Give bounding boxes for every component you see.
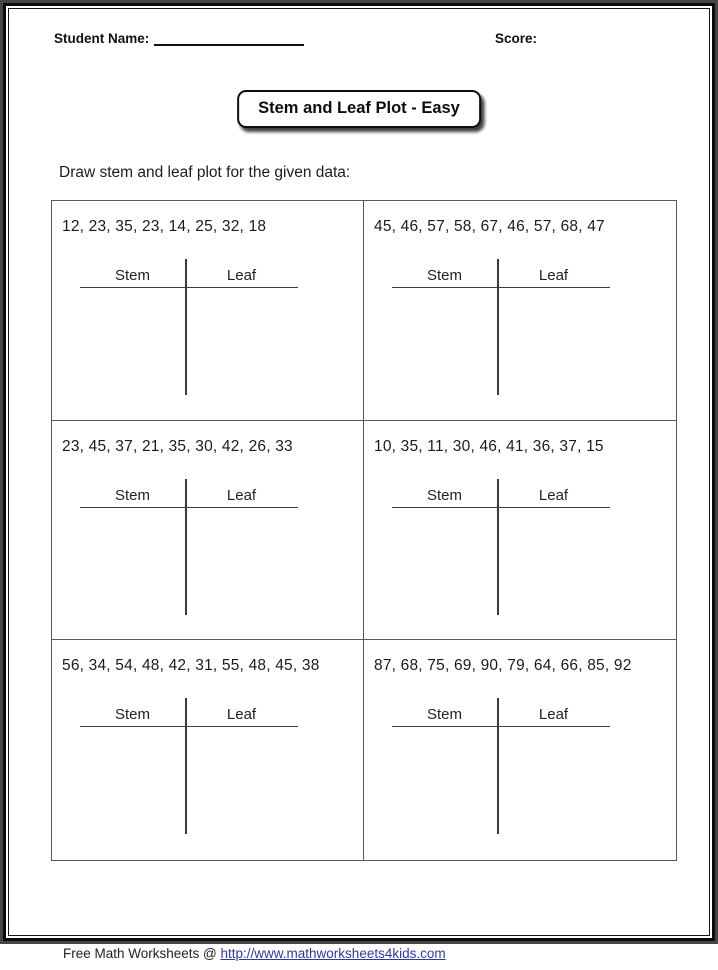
problem-cell-5 xyxy=(52,640,364,860)
problem-cell-3 xyxy=(52,421,364,641)
data-values: 45, 46, 57, 58, 67, 46, 57, 68, 47 xyxy=(374,218,605,235)
stem-leaf-divider-line xyxy=(497,259,499,395)
leaf-label: Leaf xyxy=(538,706,569,724)
student-name-row xyxy=(54,31,304,46)
problem-cell-4 xyxy=(364,421,676,641)
stem-leaf-header xyxy=(392,479,610,508)
stem-leaf-header xyxy=(80,698,298,727)
stem-leaf-template xyxy=(392,259,610,395)
problems-grid xyxy=(51,200,677,861)
stem-leaf-header xyxy=(80,259,298,288)
leaf-label: Leaf xyxy=(226,267,257,284)
score-label: Score: xyxy=(495,31,538,46)
data-values: 12, 23, 35, 23, 14, 25, 32, 18 xyxy=(62,218,267,235)
problem-cell-1 xyxy=(52,201,364,421)
footer-credit xyxy=(63,946,446,961)
problem-cell-6 xyxy=(364,640,676,860)
worksheet-page xyxy=(8,8,710,936)
data-values: 87, 68, 75, 69, 90, 79, 64, 66, 85, 92 xyxy=(374,657,632,675)
footer-website-link[interactable]: http://www.mathworksheets4kids.com xyxy=(220,946,446,961)
stem-leaf-header xyxy=(80,479,298,508)
stem-leaf-template xyxy=(80,259,298,395)
stem-label: Stem xyxy=(114,486,150,504)
stem-leaf-template xyxy=(392,479,610,615)
data-values: 23, 45, 37, 21, 35, 30, 42, 26, 33 xyxy=(62,437,293,455)
stem-leaf-header xyxy=(392,259,610,288)
stem-leaf-divider-line xyxy=(185,479,187,615)
stem-leaf-divider-line xyxy=(185,698,187,834)
stem-label: Stem xyxy=(114,267,150,284)
stem-leaf-template xyxy=(80,698,298,834)
stem-leaf-divider-line xyxy=(497,698,499,834)
stem-leaf-template xyxy=(80,479,298,615)
frame-border xyxy=(3,3,715,941)
stem-leaf-divider-line xyxy=(185,259,187,395)
leaf-label: Leaf xyxy=(538,267,569,284)
data-values: 10, 35, 11, 30, 46, 41, 36, 37, 15 xyxy=(374,437,604,455)
footer-credit-text: Free Math Worksheets @ xyxy=(63,946,221,961)
stem-leaf-divider-line xyxy=(497,479,499,615)
stem-leaf-header xyxy=(392,698,610,727)
student-name-label: Student Name: xyxy=(54,31,150,46)
data-values: 56, 34, 54, 48, 42, 31, 55, 48, 45, 38 xyxy=(62,657,320,675)
stem-label: Stem xyxy=(426,267,462,284)
leaf-label: Leaf xyxy=(226,486,257,504)
leaf-label: Leaf xyxy=(538,486,569,504)
problem-cell-2 xyxy=(364,201,676,421)
stem-label: Stem xyxy=(426,486,462,504)
instruction-text: Draw stem and leaf plot for the given data: xyxy=(59,164,351,181)
stem-label: Stem xyxy=(426,706,462,724)
stem-leaf-template xyxy=(392,698,610,834)
stem-label: Stem xyxy=(114,706,150,724)
worksheet-title: Stem and Leaf Plot - Easy xyxy=(237,90,481,128)
leaf-label: Leaf xyxy=(226,706,257,724)
student-name-blank xyxy=(154,31,304,46)
